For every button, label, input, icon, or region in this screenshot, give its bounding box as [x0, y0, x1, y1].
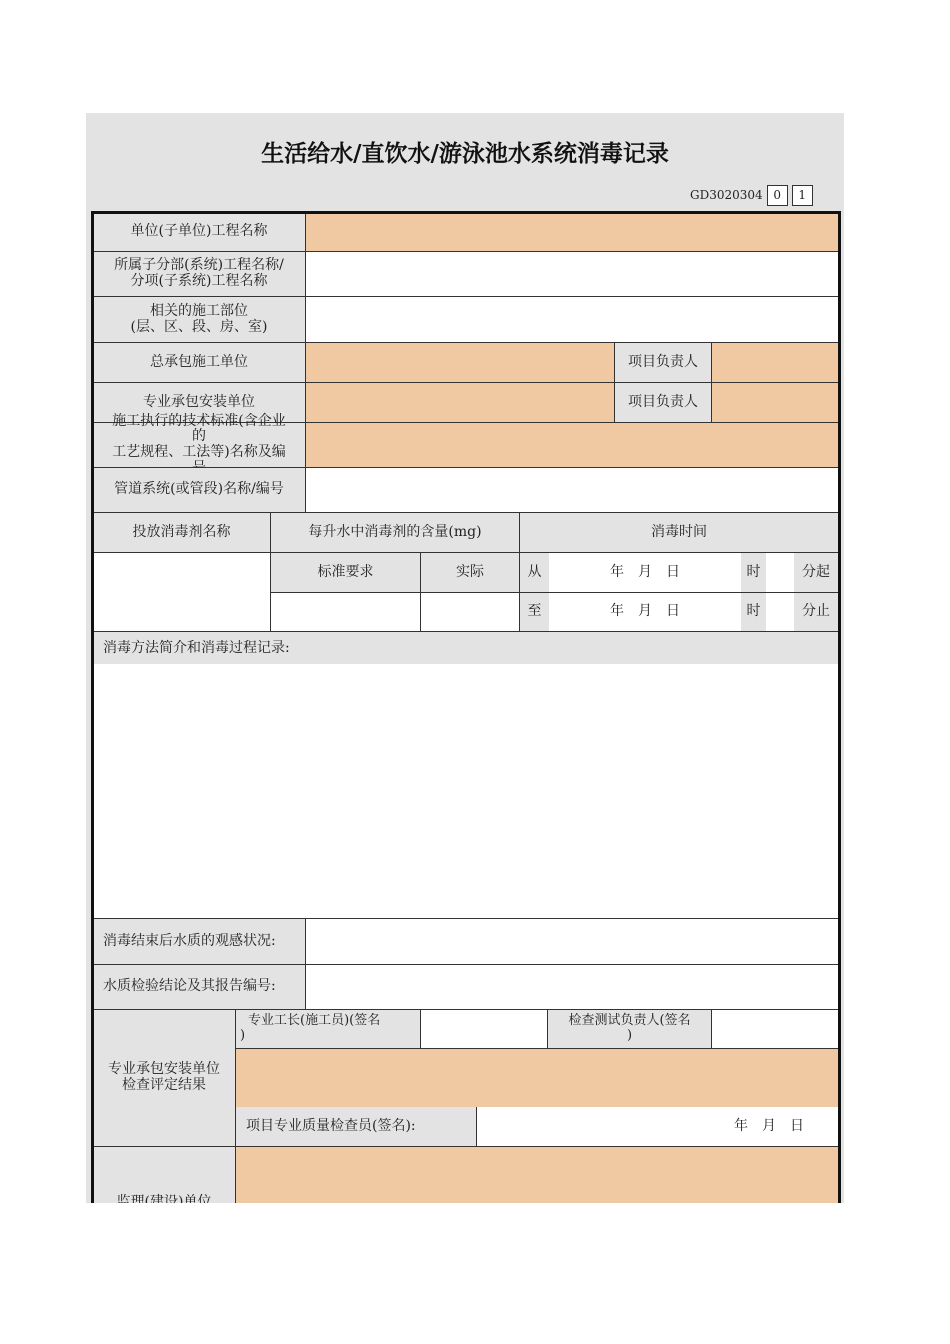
location-label-line1: 相关的施工部位 [150, 302, 248, 319]
actual-field[interactable] [420, 592, 520, 632]
form-code-box-2[interactable]: 1 [792, 185, 813, 206]
specialty-unit-result-line2: 检查评定结果 [122, 1077, 206, 1093]
foreman-sign-field[interactable] [420, 1009, 548, 1049]
foreman-sign-line2: ) [240, 1028, 246, 1043]
minute-start-label: 分起 [794, 553, 838, 592]
subsection-label-line2: 分项(子系统)工程名称 [130, 273, 268, 289]
standard-requirement-label: 标准要求 [270, 552, 421, 593]
subsection-label-line1: 所属子分部(系统)工程名称/ [114, 257, 284, 274]
standard-label-line3: 工艺规程、工法等)名称及编 [112, 444, 286, 460]
water-test-label: 水质检验结论及其报告编号: [92, 964, 306, 1010]
subsection-label [92, 251, 306, 297]
specialty-contractor-field[interactable] [305, 382, 615, 423]
standard-field[interactable] [305, 422, 839, 468]
form-title: 生活给水/直饮水/游泳池水系统消毒记录 [261, 141, 669, 167]
general-contractor-field[interactable] [305, 342, 615, 383]
form-code-text: GD3020304 [690, 188, 763, 202]
tester-sign-field[interactable] [711, 1009, 839, 1049]
form-code-box-1[interactable]: 0 [767, 185, 788, 206]
method-label: 消毒方法简介和消毒过程记录: [92, 631, 839, 665]
minute-end-label: 分止 [794, 593, 838, 631]
project-manager-label-1: 项目负责人 [614, 342, 712, 383]
location-label [92, 296, 306, 343]
inspector-date-field[interactable]: 年 月 日 [476, 1107, 839, 1147]
date-to-field[interactable]: 年 月 日 [549, 593, 741, 631]
minute-to-field[interactable] [766, 593, 794, 631]
specialty-unit-result-field[interactable] [235, 1048, 839, 1108]
hour-from-label: 时 [741, 553, 766, 592]
form-code [690, 183, 813, 207]
to-label: 至 [520, 593, 549, 631]
project-manager-field-2[interactable] [711, 382, 839, 423]
specialty-unit-result-line1: 专业承包安装单位 [108, 1061, 220, 1078]
standard-label-line2: 的 [192, 428, 206, 445]
inspector-sign-label: 项目专业质量检查员(签名): [235, 1107, 477, 1147]
standard-label-line1: 施工执行的技术标准(含企业 [112, 412, 286, 429]
water-test-field[interactable] [305, 964, 839, 1010]
tester-sign-line2: ) [626, 1028, 633, 1043]
date-from-field[interactable]: 年 月 日 [549, 553, 741, 592]
water-observe-label: 消毒结束后水质的观感状况: [92, 918, 306, 965]
pipe-system-field[interactable] [305, 467, 839, 513]
unit-name-label: 单位(子单位)工程名称 [92, 212, 306, 252]
from-label: 从 [520, 553, 549, 592]
subsection-field[interactable] [305, 251, 839, 297]
page-bottom-margin [0, 1203, 950, 1344]
location-label-line2: (层、区、段、房、室) [130, 318, 268, 335]
project-manager-label-2: 项目负责人 [614, 382, 712, 423]
time-header: 消毒时间 [519, 512, 839, 553]
water-observe-field[interactable] [305, 918, 839, 965]
content-header: 每升水中消毒剂的含量(mg) [270, 512, 520, 553]
agent-name-field[interactable] [92, 552, 271, 632]
specialty-contractor-label: 专业承包安装单位 [92, 382, 306, 423]
standard-requirement-field[interactable] [270, 592, 421, 632]
agent-name-label: 投放消毒剂名称 [92, 512, 271, 553]
foreman-sign-line1: 专业工长(施工员)(签名 [248, 1013, 381, 1029]
location-field[interactable] [305, 296, 839, 343]
specialty-unit-result-label [92, 1009, 236, 1147]
standard-label [92, 412, 306, 468]
tester-sign-line1: 检查测试负责人(签名 [568, 1013, 691, 1029]
actual-label: 实际 [420, 552, 520, 593]
pipe-system-label: 管道系统(或管段)名称/编号 [92, 467, 306, 513]
hour-to-label: 时 [741, 593, 766, 631]
unit-name-field[interactable] [305, 212, 839, 252]
general-contractor-label: 总承包施工单位 [92, 342, 306, 383]
method-field[interactable] [92, 664, 839, 919]
minute-from-field[interactable] [766, 553, 794, 592]
tester-sign-label [547, 1009, 712, 1049]
foreman-sign-label [235, 1009, 421, 1049]
project-manager-field-1[interactable] [711, 342, 839, 383]
